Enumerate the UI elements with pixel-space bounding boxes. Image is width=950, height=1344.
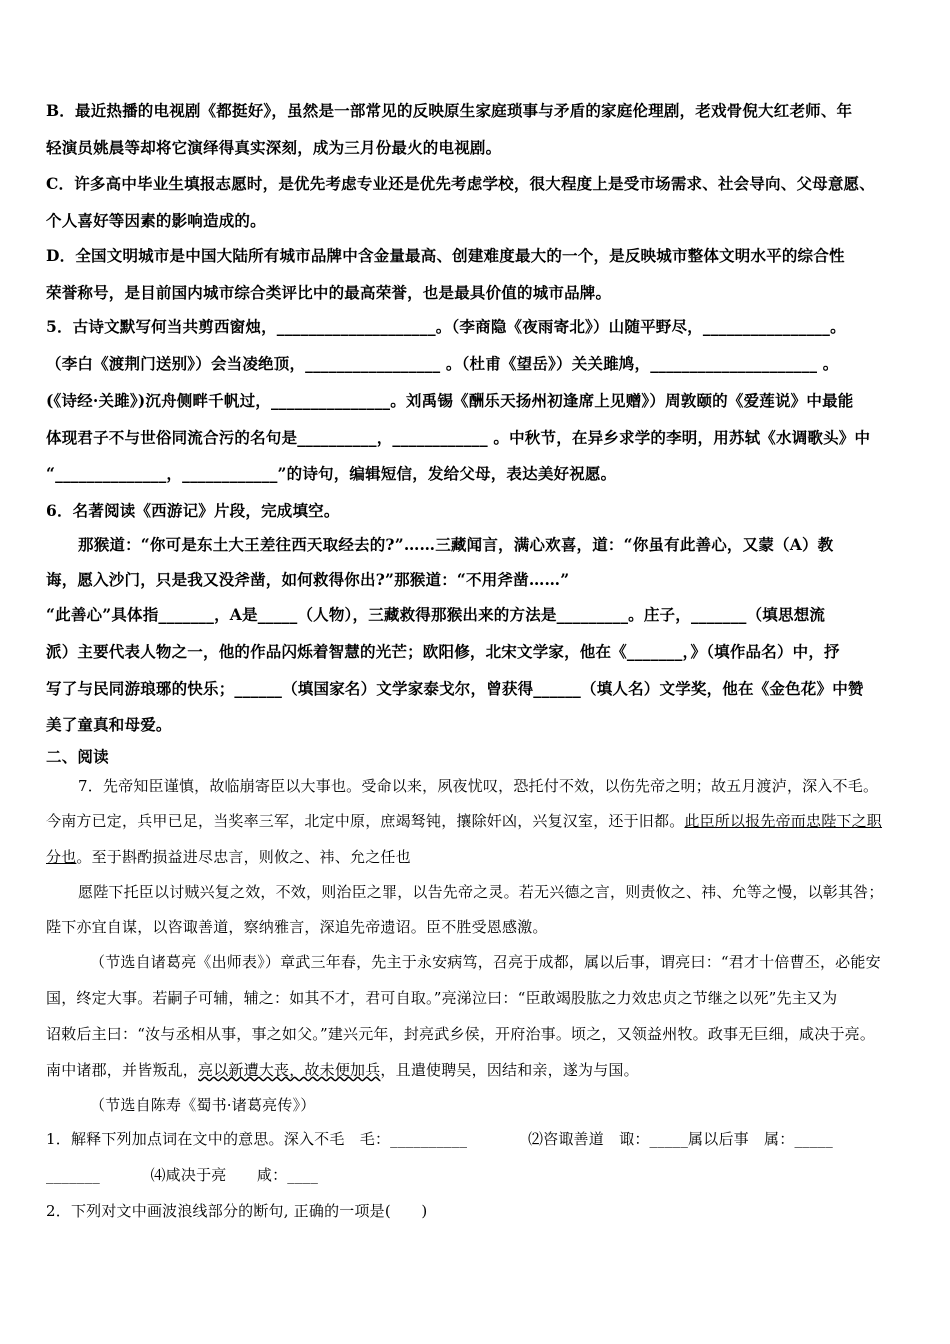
- option-c-line1: C．许多高中毕业生填报志愿时，是优先考虑专业还是优先考虑学校，很大程度上是受市场需求、社会导向、父母意愿、: [46, 174, 875, 193]
- q5-line3: (《诗经·关雎》)沉舟侧畔千帆过，_______________。刘禹锡《酬乐天扬州初逢席上见赠》）周敦颐的《爱莲说》中最能: [46, 391, 854, 410]
- underlined-sentence-part2: 分也: [46, 848, 77, 866]
- q5-line2: （李白《渡荆门送别》）会当凌绝顶，_________________ 。（杜甫《望岳》）关关雎鸠，_____________________ 。: [46, 354, 839, 373]
- q7-passage-line2-text: 今南方已定，兵甲已足，当奖率三军，北定中原，庶竭驽钝，攘除奸凶，兴复汉室，还于旧都。: [46, 812, 685, 830]
- q7-source-citation: （节选自陈寿《蜀书·诸葛亮传》）: [90, 1096, 316, 1114]
- q6-line3: 写了与民同游琅琊的快乐；______（填国家名）文学家泰戈尔，曾获得______（填人名）文学奖，他在《金色花》中赞: [46, 679, 864, 698]
- q7-passage-line3-text: 。至于斟酌损益进尽忠言，则攸之、祎、允之任也: [76, 848, 411, 866]
- option-b-line2: 轻演员姚晨等却将它演绎得真实深刻，成为三月份最火的电视剧。: [46, 138, 502, 157]
- q7-passage-line5: 陛下亦宜自谋，以咨诹善道，察纳雅言，深追先帝遗诏。臣不胜受恩感激。: [46, 918, 548, 936]
- underlined-sentence-part1: 此臣所以报先帝而忠陛下之职: [684, 812, 883, 830]
- q7-passage-line9-text-c: ，且遣使聘吴，因结和亲，遂为与国。: [380, 1061, 639, 1079]
- q5-line1: 5．古诗文默写何当共剪西窗烛，____________________。（李商隐《夜雨寄北》）山随平野尽，________________。: [46, 317, 846, 336]
- q5-line4: 体现君子不与世俗同流合污的名句是__________，____________ 。中秋节，在异乡求学的李明，用苏轼《水调歌头》中: [46, 428, 871, 447]
- question1-line2: _______ ⑷咸决于亮 咸：____: [46, 1166, 319, 1184]
- wavy-underlined-sentence: 亮以新遭大丧，故未便加兵: [198, 1061, 381, 1079]
- q7-passage-line7: 国，终定大事。若嗣子可辅，辅之：如其不才，君可自取。”亮涕泣曰：“臣敢竭股肱之力效忠贞之节继之以死”先主又为: [46, 989, 838, 1007]
- q6-passage-line2: 诲，愿入沙门，只是我又没斧凿，如何救得你出?”那猴道：“不用斧凿……”: [46, 570, 570, 589]
- q6-title: 6．名著阅读《西游记》片段，完成填空。: [46, 501, 340, 520]
- q7-passage-line3: [46, 846, 908, 868]
- q6-line4: 美了童真和母爱。: [46, 715, 172, 734]
- q7-passage-line4: 愿陛下托臣以讨贼兴复之效，不效，则治臣之罪，以告先帝之灵。若无兴德之言，则责攸之、祎、允等之慢，以彰其咎；: [78, 883, 884, 901]
- option-c-line2: 个人喜好等因素的影响造成的。: [46, 211, 266, 230]
- q5-line5: “______________，____________”的诗句，编辑短信，发给父母，表达美好祝愿。: [46, 464, 617, 483]
- q7-passage-line8: 诏敕后主曰：“汝与丞相从事，事之如父。”建兴元年，封亮武乡侯，开府治事。顷之，又领益州牧。政事无巨细，咸决于亮。: [46, 1025, 876, 1043]
- q6-line2: 派）主要代表人物之一，他的作品闪烁着智慧的光芒；欧阳修，北宋文学家，他在《_______，》（填作品名）中，抒: [46, 642, 840, 661]
- q7-passage-line2: [46, 810, 908, 832]
- q6-line1: “此善心”具体指_______，A是_____（人物），三藏救得那猴出来的方法是_________。庄子，_______（填思想流: [46, 605, 826, 624]
- option-d-line2: 荣誉称号，是目前国内城市综合类评比中的最高荣誉，也是最具价值的城市品牌。: [46, 283, 612, 302]
- q7-passage-line6: （节选自诸葛亮《出师表》）章武三年春，先主于永安病笃，召亮于成都，属以后事，谓亮曰：“君才十倍曹丕，必能安: [90, 953, 881, 971]
- q7-passage-line9-text-a: 南中诸郡，并皆叛乱，: [46, 1061, 199, 1079]
- q6-passage-line1: 那猴道：“你可是东土大王差往西天取经去的?”……三藏闻言，满心欢喜，道：“你虽有此善心，又蒙（A）教: [78, 535, 834, 554]
- option-b-line1: B．最近热播的电视剧《都挺好》，虽然是一部常见的反映原生家庭琐事与矛盾的家庭伦理剧，老戏骨倪大红老师、年: [46, 101, 853, 120]
- section-reading-heading: 二、阅读: [46, 747, 109, 766]
- option-d-line1: D．全国文明城市是中国大陆所有城市品牌中含金量最高、创建难度最大的一个，是反映城市整体文明水平的综合性: [46, 246, 845, 265]
- question1-line1: 1．解释下列加点词在文中的意思。深入不毛 毛：__________ ⑵咨诹善道 诹：_____属以后事 属：_____: [46, 1130, 833, 1148]
- q7-passage-line9: [46, 1059, 908, 1081]
- q7-passage-line1: 7．先帝知臣谨慎，故临崩寄臣以大事也。受命以来，夙夜忧叹，恐托付不效，以伤先帝之明；故五月渡泸，深入不毛。: [78, 777, 879, 795]
- question2: 2．下列对文中画波浪线部分的断句, 正确的一项是( ): [46, 1202, 428, 1220]
